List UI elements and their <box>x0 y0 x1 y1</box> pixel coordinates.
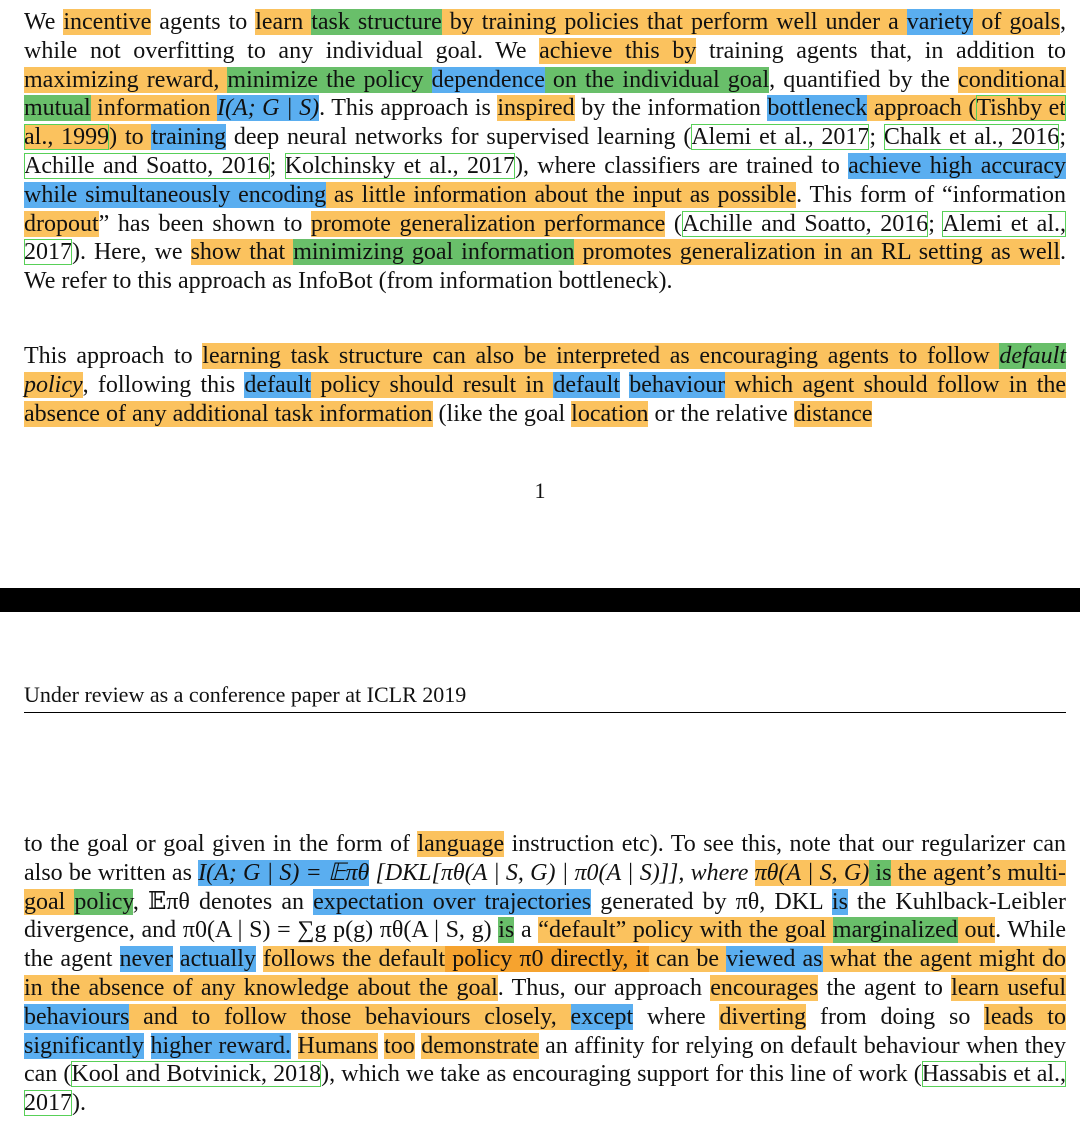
text-span: , 𝔼πθ denotes an <box>132 888 314 915</box>
text-span: ; <box>1059 124 1066 151</box>
highlight-blue: is <box>831 888 848 915</box>
citation-link[interactable]: Achille and Soatto, 2016 <box>681 210 929 237</box>
text-span <box>173 946 180 972</box>
highlight-orange: encourages <box>710 974 819 1001</box>
highlight-green: task structure <box>311 9 442 35</box>
citation-link[interactable]: Kolchinsky et al., 2017 <box>284 152 515 179</box>
highlight-orange: promotes generalization in an RL setting as well <box>574 239 1060 266</box>
text-span: the Kuhlback-Leibler divergence, and π0(A | S) = ∑g p(g) πθ(A | S, g) <box>24 888 1067 944</box>
highlight-orange: incentive <box>63 9 152 35</box>
paragraph-regularizer <box>24 830 1066 1118</box>
highlight-blue: expectation over trajectories <box>313 888 592 915</box>
text-span: , while not overfitting to any individual goal. We <box>24 9 1067 64</box>
highlight-orange: promote <box>310 210 391 237</box>
highlight-orange: show that <box>190 239 294 266</box>
page-separator <box>0 588 1080 612</box>
text-span <box>620 372 629 398</box>
citation-link[interactable]: Chalk et al., 2016 <box>883 124 1060 151</box>
citation-link[interactable]: Tishby et al., 1999 <box>24 95 1066 151</box>
text-span: , quantified by the <box>769 66 959 93</box>
text-span: a <box>514 917 539 944</box>
text-span <box>144 1033 151 1059</box>
citation-link[interactable]: Hassabis et al., 2017 <box>24 1061 1067 1117</box>
highlight-dark-orange: policy π0 directly, it <box>445 946 649 973</box>
text-span: (like the goal <box>432 400 572 427</box>
highlight-green: on the individual goal <box>544 66 770 93</box>
highlight-orange: achieve this by <box>539 37 697 64</box>
highlight-green: policy <box>74 888 133 915</box>
highlight-orange: location <box>571 400 649 427</box>
text-span: ). <box>72 1090 86 1117</box>
highlight-blue: dependence <box>431 66 545 93</box>
highlight-orange: policy should result in <box>311 371 554 398</box>
highlight-orange: learn useful <box>951 974 1066 1001</box>
highlight-green: minimize the policy <box>227 66 432 93</box>
text-span: the agent to <box>818 974 952 1001</box>
highlight-blue: higher reward. <box>150 1032 291 1059</box>
text-span: This approach to <box>24 343 203 369</box>
math-regularizer: I(A; G | S) = 𝔼πθ <box>198 859 370 886</box>
text-span: ” has been shown to <box>98 210 311 237</box>
text-span: ). Here, we <box>72 239 191 266</box>
highlight-orange: demonstrate <box>421 1032 539 1059</box>
highlight-orange: information <box>90 95 217 122</box>
text-span: . We refer to this approach as InfoBot (from information bottleneck). <box>24 239 1066 295</box>
text-span: ; <box>869 124 884 151</box>
math-policy: πθ(A | S, G) <box>754 859 870 886</box>
highlight-blue: viewed as <box>726 946 823 973</box>
highlight-green: is <box>498 917 515 944</box>
text-span: ; <box>269 152 285 179</box>
text-span: We <box>24 9 64 35</box>
citation-link[interactable]: Achille and Soatto, 2016 <box>24 152 270 179</box>
text-span: from doing so <box>806 1003 985 1030</box>
highlight-blue: never <box>119 946 173 973</box>
highlight-blue: except <box>570 1003 634 1030</box>
text-span: deep neural networks for supervised learning ( <box>226 124 692 151</box>
citation-link[interactable]: Alemi et al., 2017 <box>691 124 870 151</box>
text-span: instruction etc). To see this, note that our regularizer can also be written as <box>24 831 1066 886</box>
text-span: , following this <box>82 371 245 398</box>
text-span: generated by πθ, DKL <box>591 888 832 915</box>
text-span: . Thus, our approach <box>497 974 711 1001</box>
text-span: an affinity for relying on default behaviour when they can ( <box>24 1032 1067 1088</box>
text-span: ; <box>928 210 943 237</box>
highlight-blue: achieve high accuracy while simultaneously encoding <box>24 152 1067 208</box>
highlight-blue: behaviour <box>629 371 726 398</box>
text-span <box>256 946 263 972</box>
highlight-blue: behaviours <box>24 1003 130 1030</box>
highlight-orange: learn <box>255 9 312 35</box>
paragraph-infobot-intro <box>24 8 1066 296</box>
highlight-orange: maximizing reward, <box>24 66 228 93</box>
highlight-green: default <box>999 343 1066 369</box>
citation-link[interactable]: Kool and Botvinick, 2018 <box>71 1061 322 1088</box>
highlight-orange: learning task structure can also be interpreted as encouraging agents to follow <box>202 343 1000 369</box>
text-span <box>291 1033 298 1059</box>
highlight-orange: can be <box>648 946 727 973</box>
text-span: . This form of “information <box>796 181 1066 208</box>
highlight-orange: as little information about the input as possible <box>326 181 797 208</box>
highlight-green: mutual <box>24 95 91 122</box>
highlight-orange: language <box>417 831 505 857</box>
text-span: ( <box>665 210 682 237</box>
highlight-orange: which agent should follow in the absence of any additional task information <box>24 371 1067 427</box>
highlight-green: is <box>869 859 892 886</box>
highlight-orange: Humans <box>297 1032 378 1059</box>
highlight-green: minimizing goal information <box>293 239 575 266</box>
highlight-orange: by training policies that perform well under a <box>441 9 907 35</box>
highlight-orange: diverting <box>719 1003 807 1030</box>
highlight-orange: and to follow those behaviours closely, <box>129 1003 571 1030</box>
highlight-blue: default <box>244 371 312 398</box>
text-span: . This approach is <box>319 95 498 122</box>
highlight-orange: dropout <box>24 210 99 237</box>
highlight-orange: follows the default <box>263 946 446 973</box>
highlight-green: marginalized <box>832 917 958 944</box>
highlight-orange: inspired <box>497 95 575 122</box>
text-span: training agents that, in addition to <box>696 37 1066 64</box>
paragraph-default-policy <box>24 342 1066 428</box>
text-span: to the goal or goal given in the form of <box>24 831 418 857</box>
highlight-orange: too <box>384 1032 415 1059</box>
highlight-orange: generalization performance <box>390 210 666 237</box>
highlight-blue: significantly <box>24 1032 144 1059</box>
text-span: ), where classifiers are trained to <box>514 152 849 179</box>
text-span: agents to <box>151 9 256 35</box>
highlight-blue: bottleneck <box>767 95 868 122</box>
highlight-orange: out <box>957 917 996 944</box>
highlight-blue: variety <box>906 9 974 35</box>
highlight-orange: ) to <box>109 124 152 151</box>
text-span: or the relative <box>648 400 794 427</box>
highlight-orange: conditional <box>958 66 1067 93</box>
highlight-orange: of goals <box>973 9 1061 35</box>
highlight-orange: what the agent might do in the absence of any knowledge about the goal <box>24 946 1066 1001</box>
highlight-orange: policy <box>24 371 83 398</box>
highlight-orange: “default” policy with the goal <box>538 917 833 944</box>
text-span: by the information <box>574 95 768 122</box>
running-header: Under review as a conference paper at ICLR 2019 <box>24 682 1066 713</box>
page-number: 1 <box>534 478 546 503</box>
paper-page-2 <box>0 612 1080 1132</box>
highlight-blue: default <box>553 371 620 398</box>
text-span: . While the agent <box>24 917 1067 973</box>
math-mutual-information: I(A; G | S) <box>217 95 320 122</box>
highlight-orange: distance <box>793 400 873 427</box>
text-span: ), which we take as encouraging support for this line of work ( <box>321 1061 922 1088</box>
citation-link[interactable]: Alemi et al., 2017 <box>24 210 1066 266</box>
highlight-blue: actually <box>179 946 256 973</box>
highlight-orange: approach ( <box>867 95 977 122</box>
highlight-orange: the agent’s multi-goal <box>24 859 1067 915</box>
math-kl-term: [DKL[πθ(A | S, G) | π0(A | S)]], where <box>369 859 755 886</box>
highlight-blue: training <box>151 124 227 151</box>
text-span: where <box>633 1003 720 1030</box>
highlight-orange: leads to <box>984 1003 1066 1030</box>
